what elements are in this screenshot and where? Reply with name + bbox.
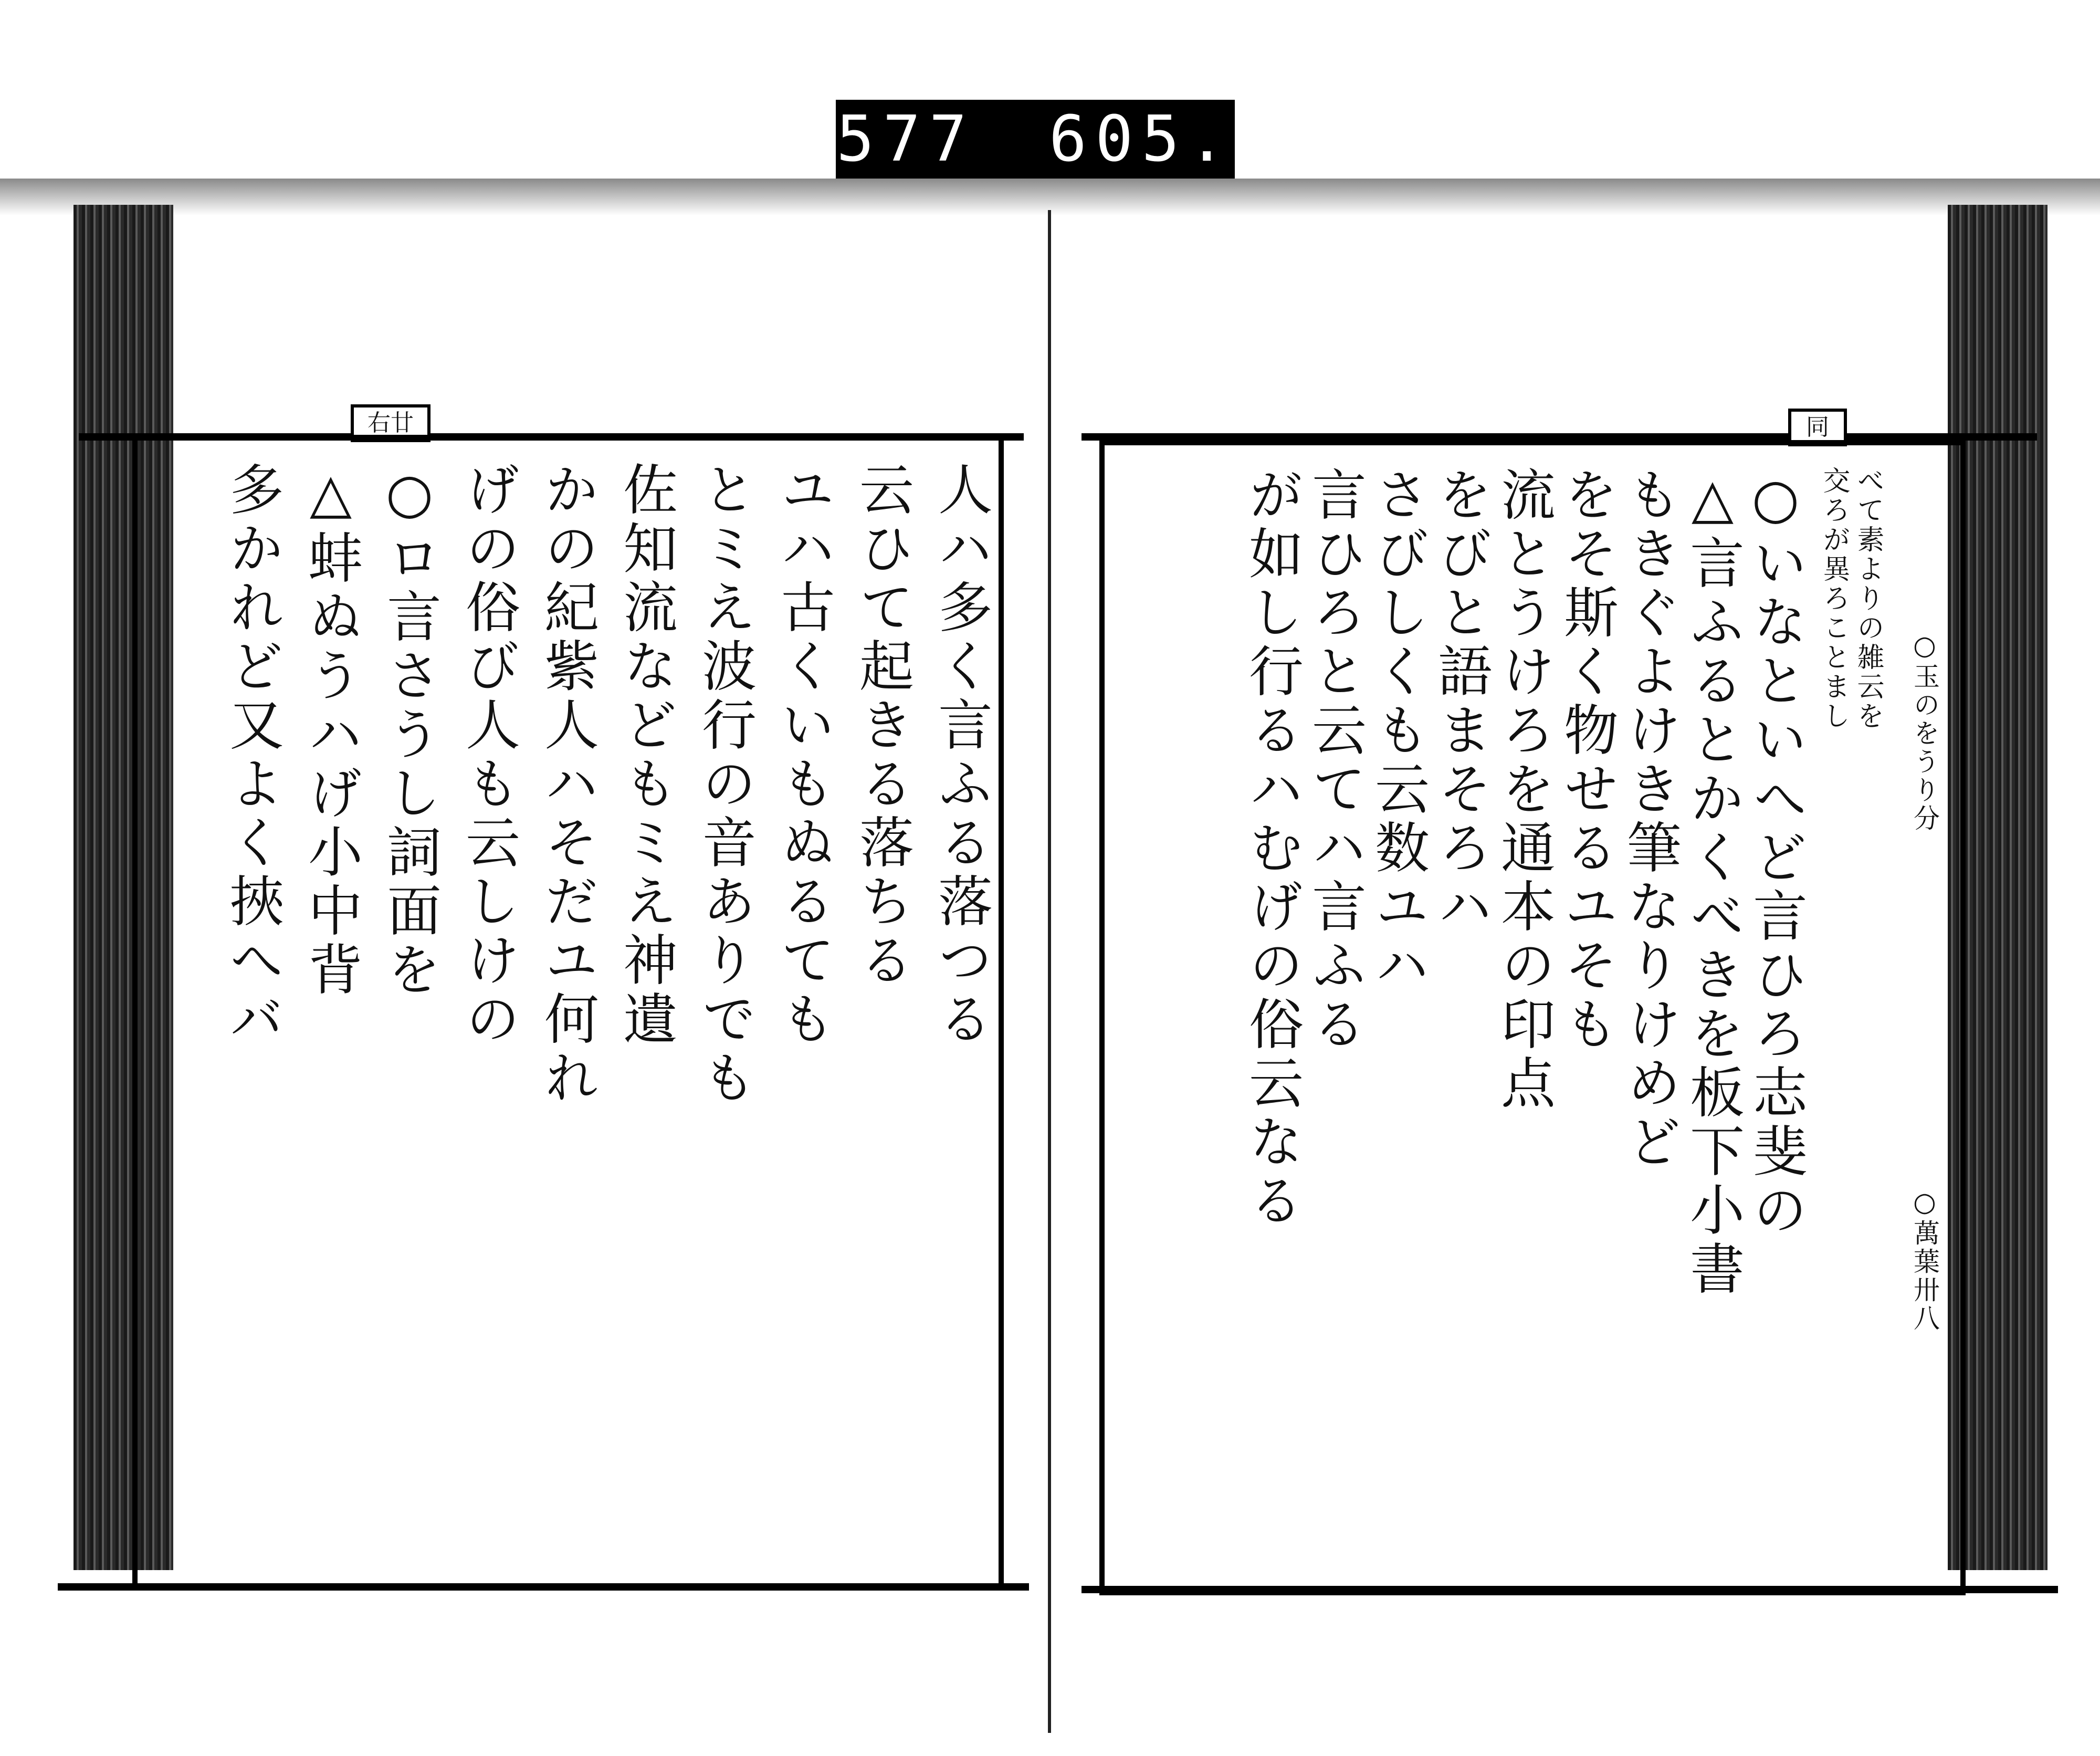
right-page bbox=[1099, 440, 1966, 1595]
right-col-9: さびしくも云数ユハ bbox=[1366, 466, 1430, 996]
left-col-10: 多かれど又よく挾へバ bbox=[220, 461, 284, 1049]
right-col-2: 交ろが異ろことまし bbox=[1818, 466, 1850, 731]
right-col-3: ○いなといへど言ひろ志斐の bbox=[1744, 466, 1808, 1240]
left-col-1: 人ハ多く言ふる落つる bbox=[929, 461, 993, 1049]
left-col-5: 佐知流などもミえ神遺 bbox=[614, 461, 678, 1049]
right-header-note-2: ○萬葉卅八 bbox=[1909, 1187, 1940, 1333]
right-col-5: もきぐよけき筆なりけめど bbox=[1618, 466, 1682, 1172]
left-page bbox=[132, 435, 1004, 1590]
left-col-3: ユハ古くいもぬるても bbox=[771, 461, 835, 1049]
left-col-2: 云ひて起きる落ちる bbox=[850, 461, 914, 990]
left-page-tag: 右廿 bbox=[351, 404, 430, 442]
left-col-7: げの俗び人も云しけの bbox=[456, 461, 520, 1049]
left-col-4: とミえ波行の音ありでも bbox=[692, 461, 757, 1108]
frame-number-left: 577 bbox=[836, 102, 975, 176]
right-col-7: 流とうけろを通本の印点 bbox=[1492, 466, 1556, 1113]
right-col-4: △言ふるとかくべきを板下小書 bbox=[1681, 466, 1745, 1299]
frame-number-plate bbox=[836, 100, 1235, 179]
right-col-1: べて素よりの雑云を bbox=[1852, 466, 1884, 731]
right-col-10: 言ひろと云てハ言ふる bbox=[1303, 466, 1367, 1054]
left-col-6: かの紀紫人ハそだユ何れ bbox=[535, 461, 599, 1108]
right-col-8: をびと語まそろハ bbox=[1429, 466, 1493, 937]
book-spine bbox=[1048, 210, 1051, 1733]
frame-number-right: 605. bbox=[1048, 102, 1234, 176]
left-col-9: △蚌ぬうハげ小中背 bbox=[299, 461, 363, 1000]
right-col-11: が如し行るハむげの俗云なる bbox=[1240, 466, 1304, 1231]
right-page-tag: 同 bbox=[1788, 409, 1847, 446]
binding-band-top-right bbox=[1082, 433, 2037, 441]
left-col-8: ○ロ言さうし詞面を bbox=[377, 461, 442, 1000]
right-col-6: をそ斯く物せるユそも bbox=[1555, 466, 1619, 1054]
right-header-note-1: ○玉のをうり分 bbox=[1909, 630, 1940, 833]
